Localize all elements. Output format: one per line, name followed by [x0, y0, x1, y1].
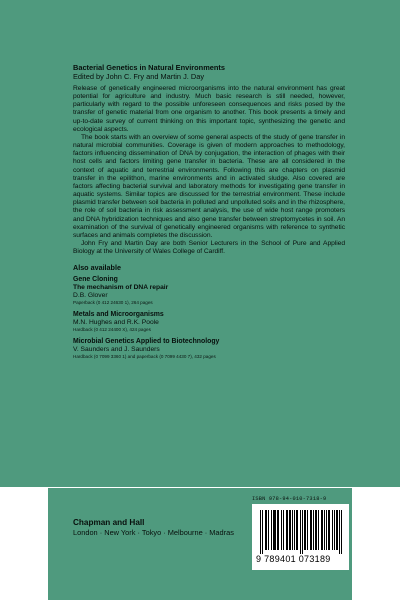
barcode-bar — [311, 510, 312, 550]
barcode-bar — [292, 510, 293, 550]
also-available-subtitle: The mechanism of DNA repair — [73, 284, 169, 292]
barcode-bar — [307, 510, 308, 550]
barcode-bar — [277, 510, 278, 550]
barcode-bar — [302, 510, 303, 554]
description-paragraph: The book starts with an overview of some general aspects of the study of gene transfer in natural microbial communities. Coverage is given of modern approaches to methodology, factors influencing dissemination of DNA by conjugation, the interaction of phages with their host cells and factors limiting gene transfer in bacteria. These are all considered in the context of aquatic and terrestrial environments. Following this are chapters on plasmid transfer in the epilithon, marine environments and in activated sludge. Also covered are factors affecting bacterial survival and laboratory methods for investigating gene transfer in aquatic systems. Similar topics are discussed for the terrestrial environment. These include plasmid transfer between soil bacteria in polluted and unpolluted soils and in the rhizosphere, the role of soil bacteria in risk assessment analysis, the use of wide host range promoters and DNA hybridization techniques and also gene transfer between streptomycetes in soil. An examination of the survival of genetically engineered organisms with reference to synthetic surfaces and animals completes the discussion. — [73, 133, 345, 239]
barcode-bar — [273, 510, 274, 550]
barcode-bar — [296, 510, 297, 550]
barcode-bar — [290, 510, 291, 550]
barcode-bar — [334, 510, 335, 550]
barcode-bar — [313, 510, 314, 550]
also-available-title: Metals and Microorganisms — [73, 311, 164, 319]
barcode-bar — [266, 510, 267, 550]
author-bio-paragraph: John Fry and Martin Day are both Senior Lecturers in the School of Pure and Applied Biology at the University of Wales College of Cardiff. — [73, 239, 345, 256]
barcode-bar — [321, 510, 322, 550]
barcode-bar — [289, 510, 290, 550]
publisher-name: Chapman and Hall — [73, 518, 145, 527]
also-available-title: Microbial Genetics Applied to Biotechnology — [73, 338, 220, 346]
publisher-block — [73, 518, 234, 538]
description-paragraph: Release of genetically engineered microorganisms into the natural environment has great potential for agriculture and industry. Much basic research is still needed, however, particularly with regard to the possible unforeseen consequences and risks posed by the transfer of genetic material from one organism to another. This book presents a timely and up-to-date survey of current thinking on this important topic, synthesizing the genetic and ecological aspects. — [73, 85, 345, 133]
barcode-bar — [326, 510, 327, 550]
barcode-bar — [268, 510, 269, 550]
barcode-bar — [310, 510, 311, 550]
barcode-bar — [336, 510, 337, 550]
barcode-bar — [305, 510, 306, 550]
barcode-bar — [304, 510, 305, 550]
barcode-bar — [265, 510, 266, 550]
barcode-bar — [262, 510, 263, 554]
barcode-bar — [339, 510, 340, 554]
also-available-item — [73, 338, 345, 360]
also-available-title: Gene Cloning — [73, 276, 118, 284]
barcode-bar — [287, 510, 288, 550]
barcode-bar — [341, 510, 342, 554]
also-available-heading: Also available — [73, 263, 121, 273]
barcode-bar — [316, 510, 317, 550]
barcode-bar — [324, 510, 325, 550]
barcode-bar — [318, 510, 319, 550]
barcode-bar — [297, 510, 298, 550]
barcode-bar — [260, 510, 261, 554]
barcode-bar — [329, 510, 330, 550]
also-available-item — [73, 276, 345, 306]
barcode-bar — [286, 510, 287, 550]
also-available-meta: Paperback (0 412 24630 1), 264 pages — [73, 300, 153, 306]
barcode-bar — [278, 510, 279, 550]
barcode-bar — [300, 510, 301, 554]
barcode-bar — [274, 510, 275, 550]
also-available-meta: Hardback (0 412 24400 X), 424 pages — [73, 327, 151, 333]
barcode-digits: 9 789401 073189 — [256, 554, 331, 564]
barcode-bar — [337, 510, 338, 550]
barcode-bar — [332, 510, 333, 550]
also-available-authors: M.N. Hughes and R.K. Poole — [73, 319, 159, 327]
also-available-meta: Hardback (0 7099 3360 1) and paperback (0 7099 4430 7), 432 pages — [73, 354, 216, 360]
barcode-bars — [260, 510, 342, 554]
barcode-bar — [281, 510, 282, 550]
publisher-cities: London · New York · Tokyo · Melbourne · Madras — [73, 528, 234, 537]
also-available-authors: V. Saunders and J. Saunders — [73, 346, 160, 354]
also-available-authors: D.B. Glover — [73, 292, 108, 300]
book-title: Bacterial Genetics in Natural Environments — [73, 63, 225, 72]
book-editors: Edited by John C. Fry and Martin J. Day — [73, 72, 205, 81]
barcode-bar — [322, 510, 323, 550]
back-cover-content — [73, 63, 345, 365]
barcode-bar — [328, 510, 329, 550]
barcode-bar — [315, 510, 316, 550]
barcode — [252, 504, 349, 570]
also-available-item — [73, 311, 345, 333]
barcode-bar — [271, 510, 272, 550]
barcode-bar — [283, 510, 284, 550]
isbn-label: ISBN 978-94-010-7318-9 — [252, 496, 327, 502]
barcode-bar — [275, 510, 276, 550]
barcode-bar — [294, 510, 295, 550]
